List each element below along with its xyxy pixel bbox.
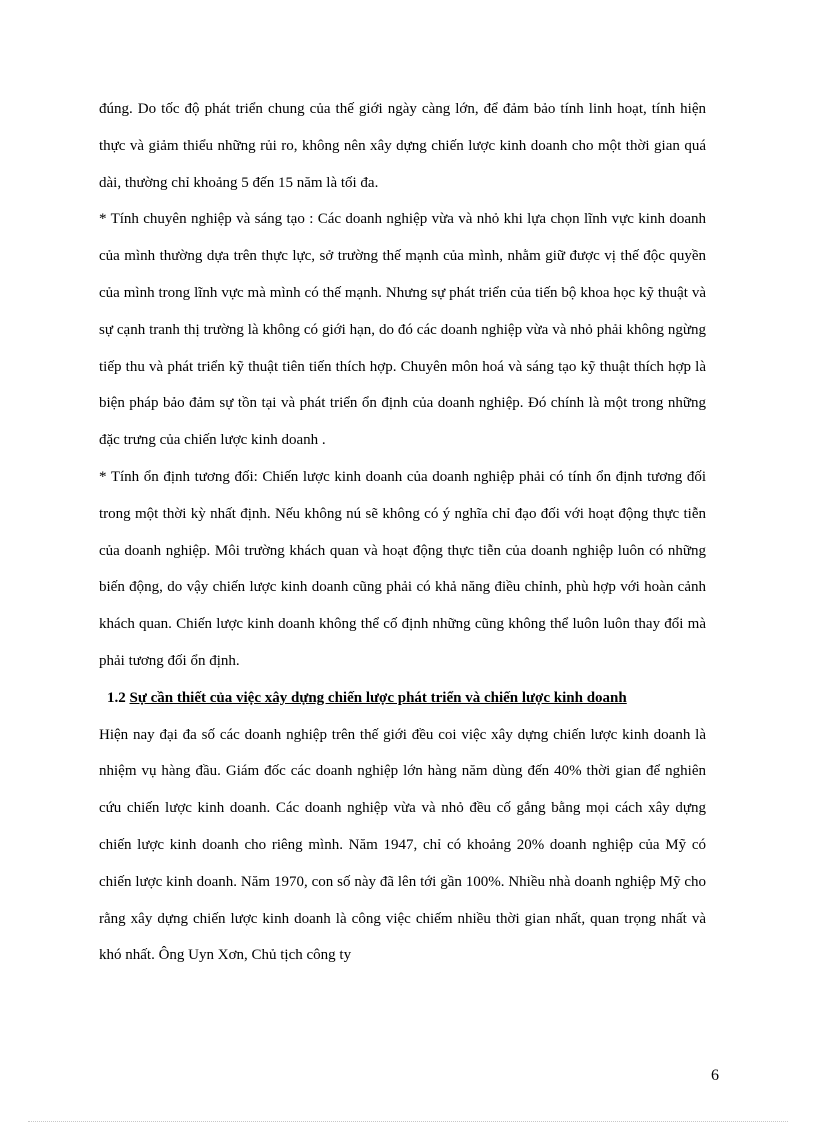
page-number: 6 [711, 1067, 719, 1084]
paragraph-professionalism-creativity: * Tính chuyên nghiệp và sáng tạo : Các doanh nghiệp vừa và nhỏ khi lựa chọn lĩnh vực kinh doanh của mình thường dựa trên thực lực, sở trường thế mạnh của mình, nhằm giữ được vị thế độc quyền của mình trong lĩnh vực mà mình có thế mạnh. Nhưng sự phát triển của tiến bộ khoa học kỹ thuật và sự cạnh tranh thị trường là không có giới hạn, do đó các doanh nghiệp vừa và nhỏ phải không ngừng tiếp thu và phát triển kỹ thuật tiên tiến thích hợp. Chuyên môn hoá và sáng tạo kỹ thuật thích hợp là biện pháp bảo đảm sự tồn tại và phát triển ổn định của doanh nghiệp. Đó chính là một trong những đặc trưng của chiến lược kinh doanh . [99, 211, 706, 449]
section-heading-title: Sự cần thiết của việc xây dựng chiến lược phát triển và chiến lược kinh doanh [129, 689, 627, 706]
section-heading [99, 680, 706, 717]
paragraph-strategy-duration: đúng. Do tốc độ phát triển chung của thế giới ngày càng lớn, để đảm bảo tính linh hoạt, tính hiện thực và giảm thiểu những rủi ro, không nên xây dựng chiến lược kinh doanh cho một thời gian quá dài, thường chỉ khoảng 5 đến 15 năm là tối đa. [99, 101, 706, 191]
page-bottom-divider [28, 1121, 788, 1122]
document-body [99, 91, 706, 974]
section-heading-number: 1.2 [107, 689, 126, 706]
paragraph-relative-stability: * Tính ổn định tương đối: Chiến lược kinh doanh của doanh nghiệp phải có tính ổn định tương đối trong một thời kỳ nhất định. Nếu không nú sẽ không có ý nghĩa chỉ đạo đối với hoạt động thực tiễn của doanh nghiệp. Môi trường khách quan và hoạt động thực tiễn của doanh nghiệp luôn có những biến động, do vậy chiến lược kinh doanh cũng phải có khả năng điều chỉnh, phù hợp với hoàn cảnh khách quan. Chiến lược kinh doanh không thể cố định những cũng không thể luôn luôn thay đổi mà phải tương đối ổn định. [99, 468, 706, 669]
paragraph-necessity: Hiện nay đại đa số các doanh nghiệp trên thế giới đều coi việc xây dựng chiến lược kinh doanh là nhiệm vụ hàng đầu. Giám đốc các doanh nghiệp lớn hàng năm dùng đến 40% thời gian để nghiên cứu chiến lược kinh doanh. Các doanh nghiệp vừa và nhỏ đều cố gắng bằng mọi cách xây dựng chiến lược kinh doanh cho riêng mình. Năm 1947, chỉ có khoảng 20% doanh nghiệp của Mỹ có chiến lược kinh doanh. Năm 1970, con số này đã lên tới gần 100%. Nhiều nhà doanh nghiệp Mỹ cho rằng xây dựng chiến lược kinh doanh là công việc chiếm nhiều thời gian nhất, quan trọng nhất và khó nhất. Ông Uyn Xơn, Chủ tịch công ty [99, 726, 706, 964]
